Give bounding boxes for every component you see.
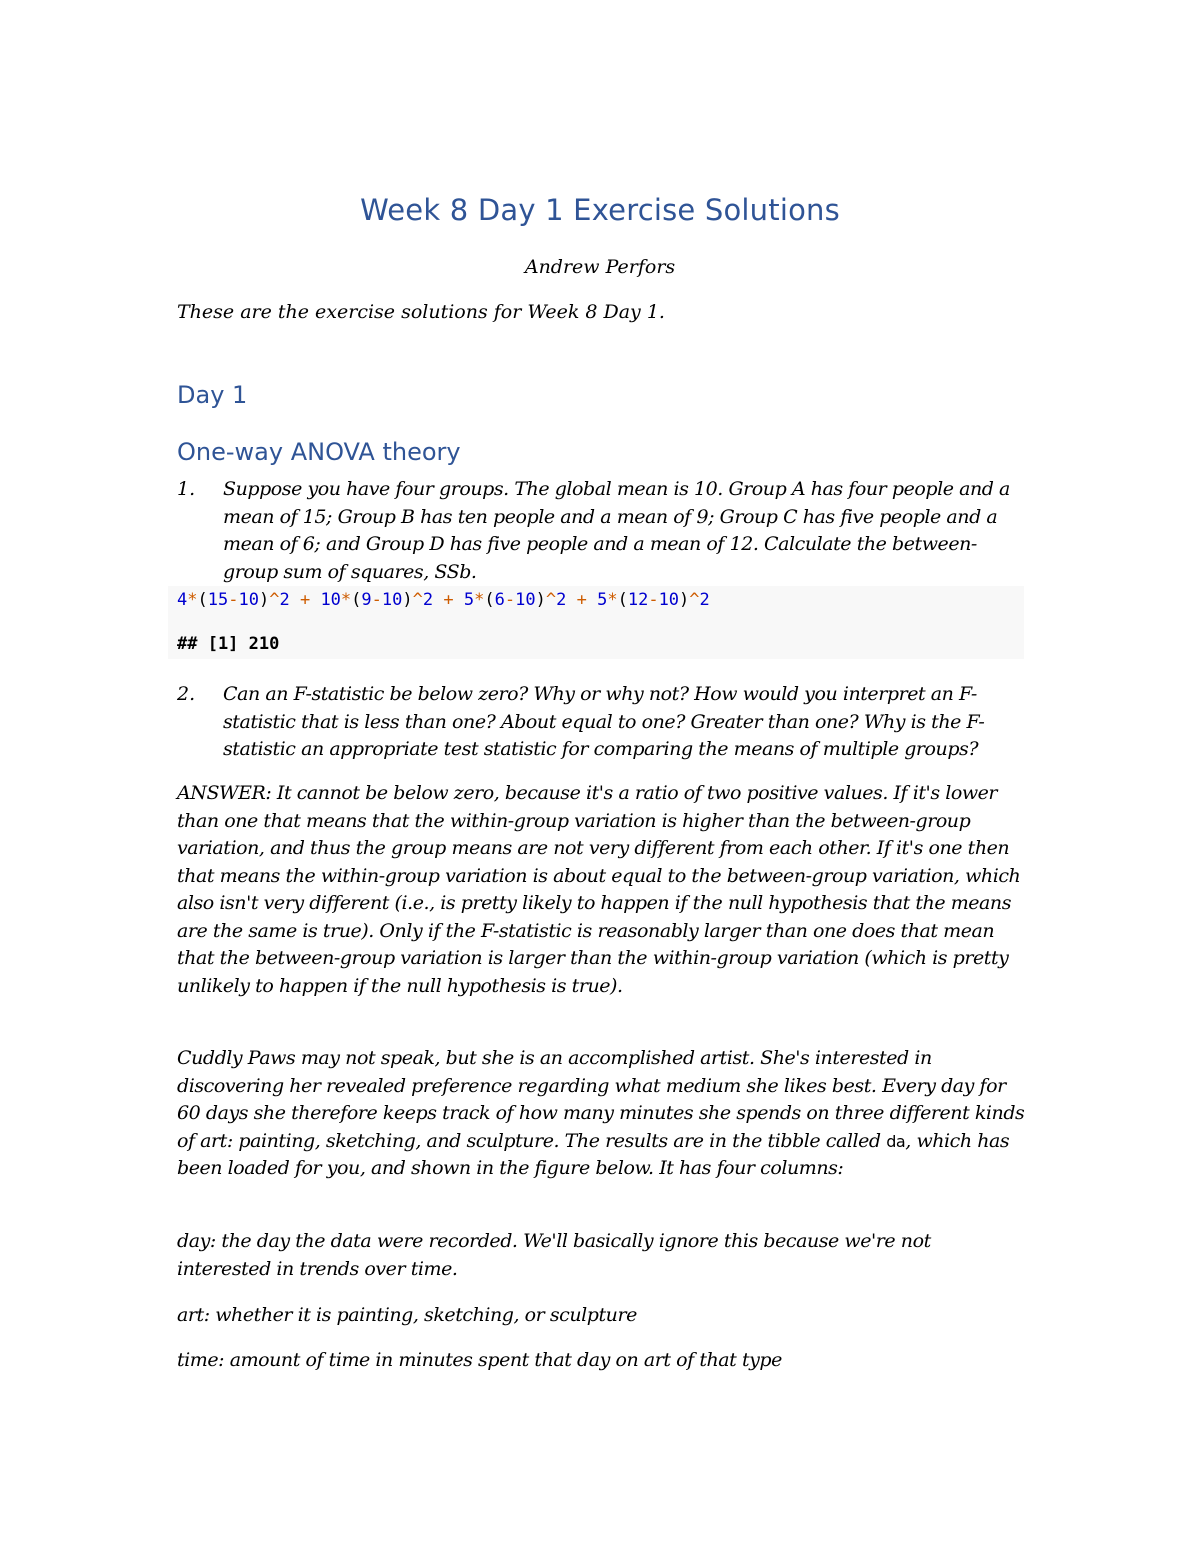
code-line: 4*(15-10)^2 + 10*(9-10)^2 + 5*(6-10)^2 + 5*(12-10)^2 xyxy=(177,590,710,610)
section-heading: Day 1 xyxy=(177,381,248,409)
document-abstract: These are the exercise solutions for Week 8 Day 1. xyxy=(177,301,665,323)
document-title: Week 8 Day 1 Exercise Solutions xyxy=(360,193,840,227)
answer-paragraph: ANSWER: It cannot be below zero, because it's a ratio of two positive values. If it's lower than one that means that the within-group variation is higher than the between-group variation, and thus the group means are not very different from each other. If it's one then that means the within-group variation is about equal to the between-group variation, which also isn't very different (i.e., is pretty likely to happen if the null hypothesis that the means are the same is true). Only if the F-statistic is reasonably larger than one does that mean that the between-group variation is larger than the within-group variation (which is pretty unlikely to happen if the null hypothesis is true). xyxy=(177,782,1021,997)
question-1-text: Suppose you have four groups. The global mean is 10. Group A has four people and a mean of 15; Group B has ten people and a mean of 9; Group C has five people and a mean of 6; and Group D has five people and a mean of 12. Calculate the between-group sum of squares, SSb. xyxy=(223,478,1010,583)
section-subheading: One-way ANOVA theory xyxy=(177,438,461,466)
question-2-text: Can an F-statistic be below zero? Why or why not? How would you interpret an F-statistic that is less than one? About equal to one? Greater than one? Why is the F-statistic an appropriate test statistic for comparing the means of multiple groups? xyxy=(223,683,985,760)
question-1-number: 1. xyxy=(177,478,196,500)
column-art-description: art: whether it is painting, sketching, or sculpture xyxy=(177,1304,637,1326)
intro-paragraph: Cuddly Paws may not speak, but she is an accomplished artist. She's interested in discovering her revealed preference regarding what medium she likes best. Every day for 60 days she therefore keeps track of how many minutes she spends on three different kinds of art: painting, sketching, and sculpture. The results are in the tibble called da, which has been loaded for you, and shown in the figure below. It has four columns: xyxy=(177,1047,1025,1179)
column-day-description: day: the day the data were recorded. We'll basically ignore this because we're not interested in trends over time. xyxy=(177,1230,931,1280)
document-author: Andrew Perfors xyxy=(524,256,676,278)
code-output: ## [1] 210 xyxy=(177,634,280,654)
question-1 xyxy=(177,476,1027,586)
question-2-number: 2. xyxy=(177,683,196,705)
inline-code-da: da xyxy=(886,1131,906,1151)
question-2 xyxy=(177,681,1027,764)
column-time-description: time: amount of time in minutes spent that day on art of that type xyxy=(177,1349,782,1371)
